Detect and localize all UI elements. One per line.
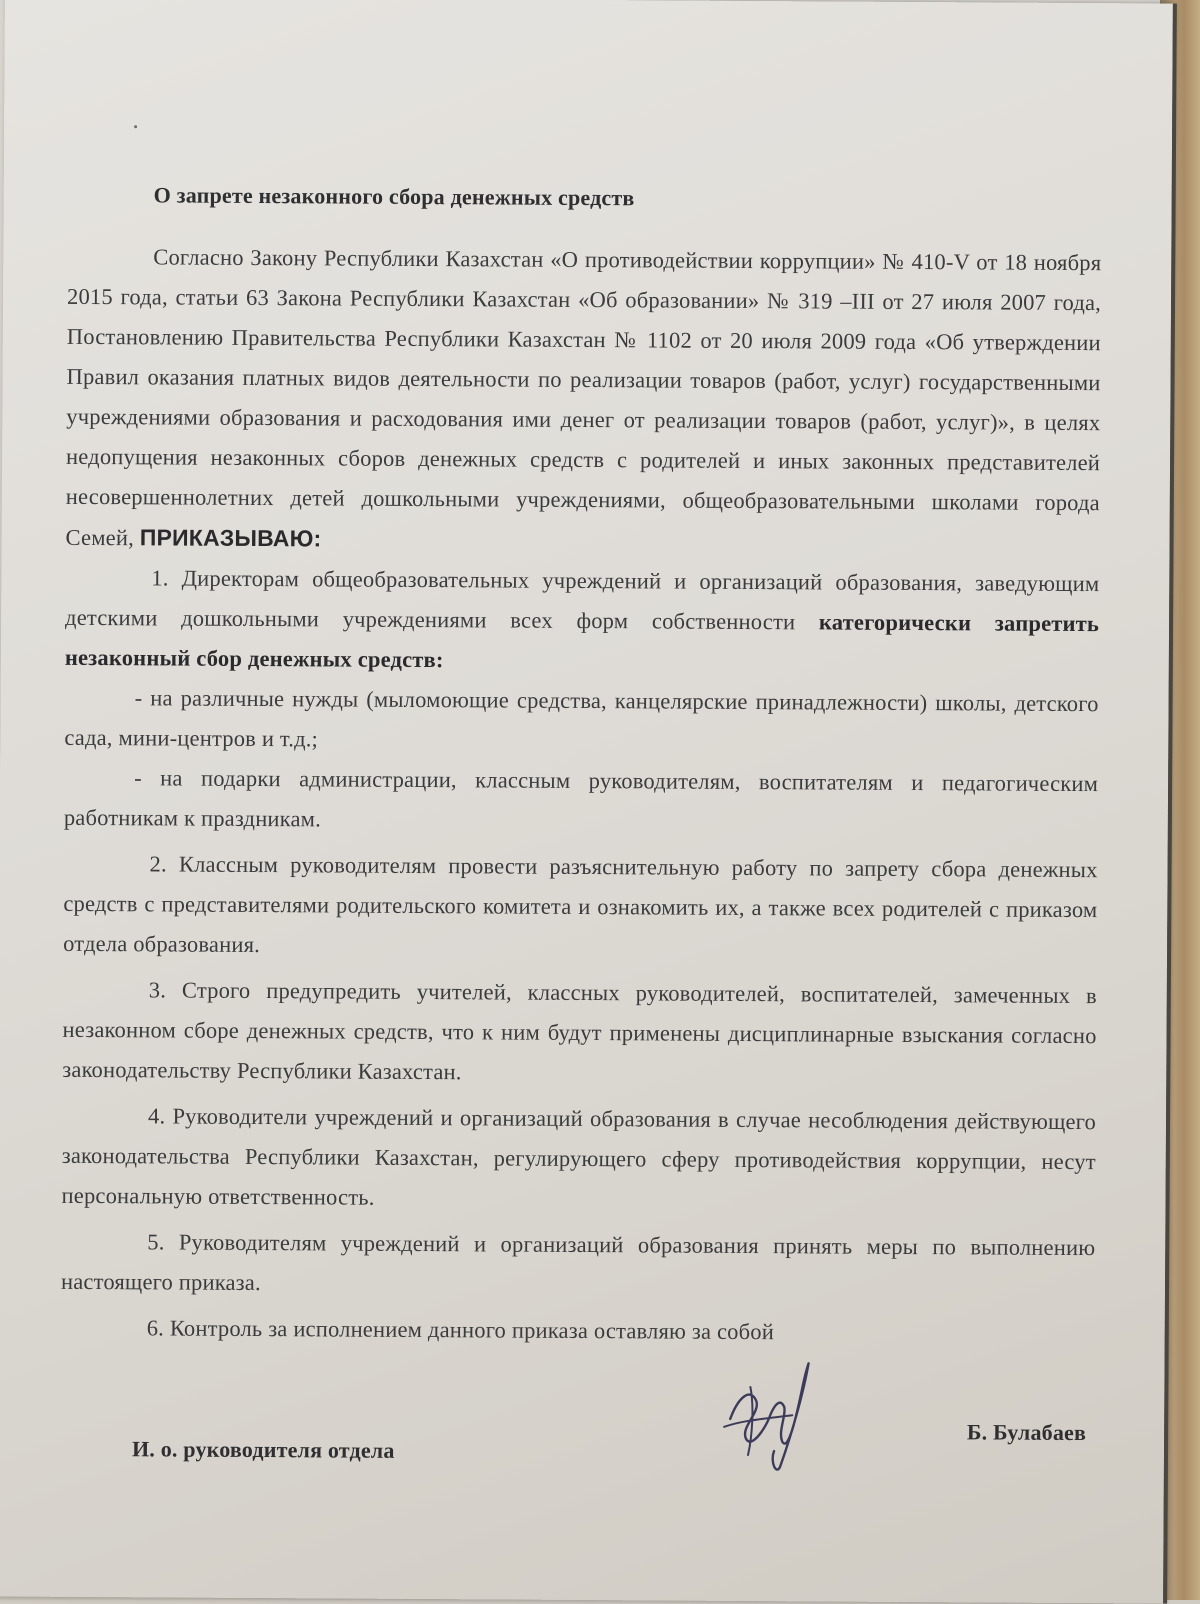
- item-1-text: 1. Директорам общеобразовательных учреждений и организаций образования, заведующим детскими дошкольными учреждениями всех форм собственности: [65, 565, 1100, 635]
- signature-block: [60, 1381, 1095, 1507]
- signer-position: И. о. руководителя отдела: [131, 1436, 395, 1463]
- item-4: 4. Руководители учреждений и организаций образования в случае несоблюдения действующего законодательства Республики Казахстан, регулирующего сферу противодействия коррупции, несут персональную ответственность.: [61, 1103, 1097, 1210]
- item-1-bold: категорически запретить незаконный сбор денежных средств:: [64, 609, 1100, 673]
- signature-icon: [710, 1357, 821, 1478]
- order-word: ПРИКАЗЫВАЮ:: [139, 524, 322, 552]
- item-1-sub-2: - на подарки администрации, классным руководителям, воспитателям и педагогическим работникам к праздникам.: [63, 765, 1099, 832]
- document-body: [60, 175, 1102, 1463]
- item-1-sub-1: - на различные нужды (мыломоющие средства, канцелярские принадлежности) школы, детского сада, мини-центров и т.д.;: [64, 685, 1099, 752]
- signer-name: Б. Булабаев: [966, 1419, 1087, 1446]
- item-2: 2. Классным руководителям провести разъяснительную работу по запрету сбора денежных средств с представителями родительского комитета и ознакомить их, а также всех родителей с приказом отдела образования.: [63, 851, 1098, 958]
- item-1: [65, 558, 1100, 684]
- item-6: 6. Контроль за исполнением данного приказа оставляю за собой: [146, 1315, 775, 1345]
- document-title: О запрете незаконного сбора денежных средств: [153, 182, 635, 211]
- speck: [134, 125, 137, 128]
- preamble-paragraph: [65, 237, 1101, 564]
- item-3: 3. Строго предупредить учителей, классных руководителей, воспитателей, замеченных в незаконном сборе денежных средств, что к ним будут применены дисциплинарные взыскания согласно законодательству Республики Казахстан.: [62, 977, 1097, 1085]
- preamble-text: Согласно Закону Республики Казахстан «О противодействии коррупции» № 410-V от 18 ноября 2015 года, статьи 63 Закона Республики Казахстан «Об образовании» № 319 –III от 27 июля 2007 года, Постановлению Правительства Республики Казахстан № 1102 от 20 июля 2009 года «Об утверждении Правил оказания платных видов деятельности по реализации товаров (работ, услуг) государственными учреждениями образования и расходования ими денег от реализации товаров (работ, услуг)», в целях недопущения незаконных сборов денежных средств с родителей и иных законных представителей несовершеннолетних детей дошкольными учреждениями, общеобразовательными школами города Семей,: [65, 244, 1102, 551]
- item-5: 5. Руководителям учреждений и организаций образования принять меры по выполнению настоящего приказа.: [60, 1229, 1096, 1296]
